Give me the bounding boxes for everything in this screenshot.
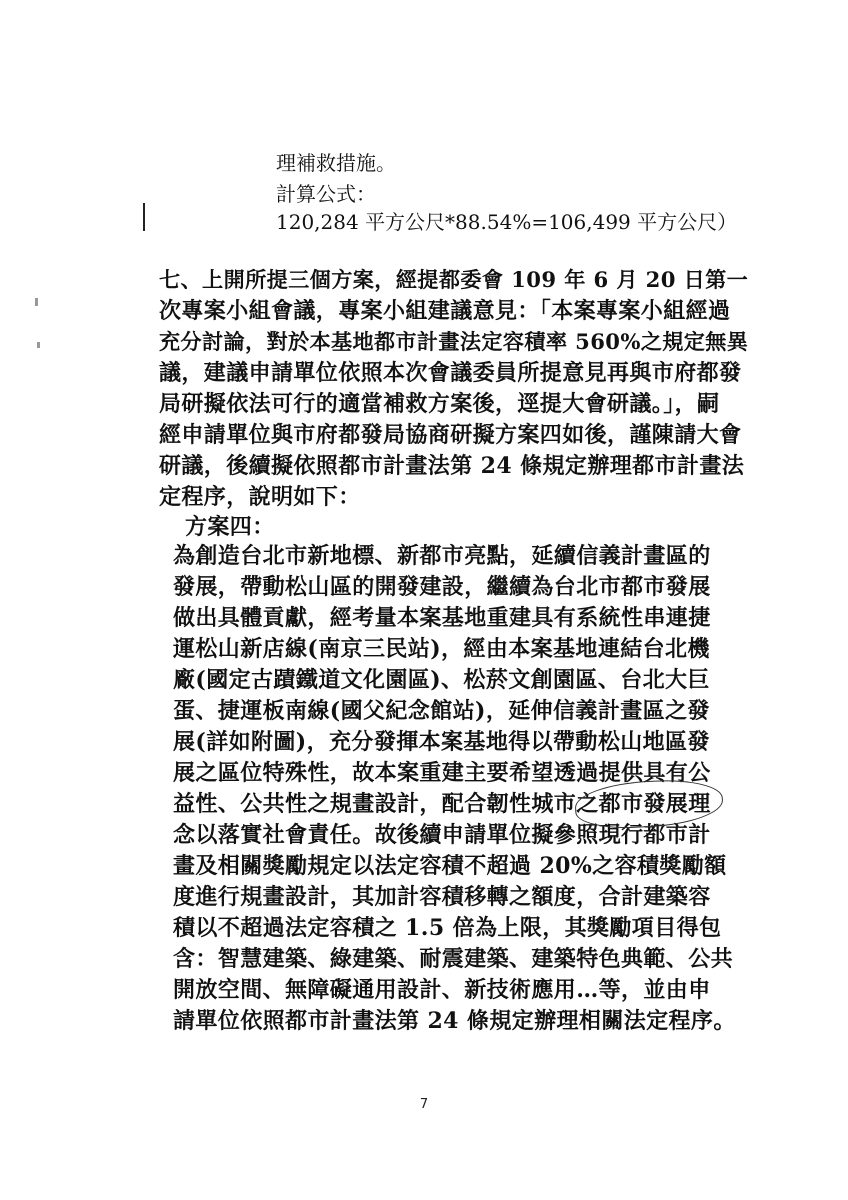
plan-four-line: 蛋、捷運板南線(國父紀念館站)，延伸信義計畫區之發 bbox=[173, 698, 710, 724]
scan-speck bbox=[35, 298, 38, 306]
plan-four-line: 含：智慧建築、綠建築、耐震建築、建築特色典範、公共 bbox=[173, 946, 734, 972]
plan-four-line: 念以落實社會責任。故後續申請單位擬參照現行都市計 bbox=[173, 822, 711, 848]
section-seven-line: 局研擬依法可行的適當補救方案後，逕提大會研議。」，嗣 bbox=[159, 391, 720, 417]
scan-artifact-bar bbox=[143, 203, 145, 231]
section-seven-line: 定程序，說明如下： bbox=[159, 484, 361, 510]
plan-four-line: 畫及相關獎勵規定以法定容積不超過 20%之容積獎勵額 bbox=[173, 853, 727, 879]
top-line: 計算公式： bbox=[276, 182, 376, 206]
scan-speck bbox=[37, 342, 40, 348]
plan-four-line: 請單位依照都市計畫法第 24 條規定辦理相關法定程序。 bbox=[173, 1008, 736, 1034]
plan-four-line: 發展，帶動松山區的開發建設，繼續為台北市都市發展 bbox=[173, 574, 711, 600]
page-number: 7 bbox=[419, 1097, 429, 1112]
plan-four-line: 做出具體貢獻，經考量本案基地重建具有系統性串連捷 bbox=[173, 605, 711, 631]
top-line: 120,284 平方公尺*88.54%=106,499 平方公尺） bbox=[276, 210, 738, 234]
plan-four-heading: 方案四： bbox=[185, 514, 275, 540]
section-seven-line: 經申請單位與市府都發局協商研擬方案四如後，謹陳請大會 bbox=[159, 422, 742, 448]
plan-four-line: 展之區位特殊性，故本案重建主要希望透過提供具有公 bbox=[173, 760, 711, 786]
plan-four-line: 積以不超過法定容積之 1.5 倍為上限，其獎勵項目得包 bbox=[173, 915, 722, 941]
plan-four-line: 運松山新店線(南京三民站)，經由本案基地連結台北機 bbox=[173, 636, 710, 662]
plan-four-line: 為創造台北市新地標、新都市亮點，延續信義計畫區的 bbox=[173, 543, 711, 569]
section-seven-line: 七、上開所提三個方案，經提都委會 109 年 6 月 20 日第一 bbox=[159, 267, 749, 292]
plan-four-line: 廠(國定古蹟鐵道文化園區)、松菸文創園區、台北大巨 bbox=[173, 667, 710, 693]
section-seven-line: 議，建議申請單位依照本次會議委員所提意見再與市府都發 bbox=[159, 360, 742, 386]
plan-four-line: 度進行規畫設計，其加計容積移轉之額度，合計建築容 bbox=[173, 884, 711, 910]
section-seven-line: 次專案小組會議，專案小組建議意見：「本案專案小組經過 bbox=[159, 298, 731, 324]
plan-four-line: 益性、公共性之規畫設計，配合韌性城市之都市發展理 bbox=[173, 791, 711, 817]
section-seven-line: 充分討論，對於本基地都市計畫法定容積率 560%之規定無異 bbox=[159, 329, 749, 354]
top-line: 理補救措施。 bbox=[276, 151, 396, 175]
plan-four-line: 開放空間、無障礙通用設計、新技術應用…等，並由申 bbox=[173, 977, 711, 1003]
plan-four-line: 展(詳如附圖)，充分發揮本案基地得以帶動松山地區發 bbox=[173, 729, 710, 755]
section-seven-line: 研議，後續擬依照都市計畫法第 24 條規定辦理都市計畫法 bbox=[159, 453, 745, 479]
